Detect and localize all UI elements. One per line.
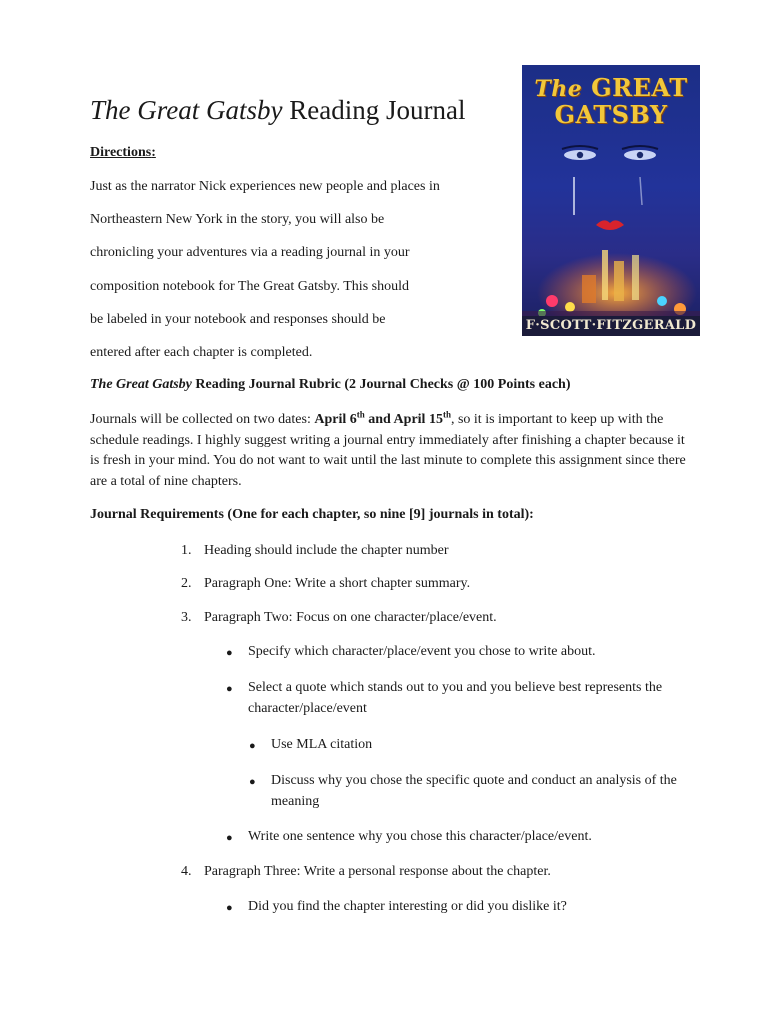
list-item <box>226 642 666 663</box>
directions-line-4: composition notebook for The Great Gatsby. This should <box>90 279 409 294</box>
directions-label: Directions <box>90 145 152 160</box>
directions-line-5: be labeled in your notebook and responses should be <box>90 312 386 327</box>
cover-author: F·SCOTT·FITZGERALD <box>522 316 700 336</box>
bullet-icon: ● <box>249 776 256 788</box>
rubric-book-name: The Great Gatsby <box>90 377 192 392</box>
bullet-text: Select a quote which stands out to you and you believe best represents the character/place/event <box>248 680 663 716</box>
list-item-text: Paragraph Three: Write a personal response about the chapter. <box>204 864 551 879</box>
list-item <box>226 897 666 918</box>
list-number: 3. <box>181 610 192 625</box>
cover-title-gatsby: GATSBY <box>554 100 668 129</box>
cover-title-great: GREAT <box>591 73 688 102</box>
collection-paragraph <box>90 410 690 492</box>
cover-title <box>522 75 700 128</box>
bullet-text: Did you find the chapter interesting or did you dislike it? <box>248 899 567 914</box>
list-item <box>226 827 666 848</box>
rubric-heading <box>90 377 571 393</box>
bullet-text: Write one sentence why you chose this character/place/event. <box>248 829 592 844</box>
list-item <box>249 735 669 756</box>
collection-date-1 <box>314 409 451 427</box>
directions-heading <box>90 145 156 161</box>
date-1-suffix: th <box>356 409 365 420</box>
rubric-heading-rest: Reading Journal Rubric (2 Journal Checks @ 100 Points each) <box>191 377 571 392</box>
date-1-text: April 6 <box>314 412 357 427</box>
list-item <box>249 771 679 812</box>
list-item <box>226 678 676 719</box>
list-item-text: Paragraph One: Write a short chapter summary. <box>204 576 471 591</box>
bullet-icon: ● <box>226 832 233 844</box>
bullet-icon: ● <box>226 647 233 659</box>
title-book-name: The Great Gatsby <box>90 95 283 125</box>
requirements-heading: Journal Requirements (One for each chapter, so nine [9] journals in total): <box>90 507 534 522</box>
bullet-text: Discuss why you chose the specific quote and conduct an analysis of the meaning <box>271 773 677 809</box>
collection-text-start: Journals will be collected on two dates: <box>90 412 315 427</box>
bullet-text: Use MLA citation <box>271 737 373 752</box>
list-number: 4. <box>181 864 192 879</box>
list-number: 1. <box>181 543 192 558</box>
list-number: 2. <box>181 576 192 591</box>
directions-line-2: Northeastern New York in the story, you will also be <box>90 212 385 227</box>
title-suffix: Reading Journal <box>282 95 466 125</box>
date-2-text: and April 15 <box>364 412 443 427</box>
collection-text-end: , so it is important to keep up with the schedule readings. I highly suggest writing a journal entry immediately after finishing a chapter because it is fresh in your mind. You do not want to wait until the last minute to complete this assignment since there are a total of nine chapters. <box>90 412 686 489</box>
bullet-icon: ● <box>226 902 233 914</box>
list-item-text: Paragraph Two: Focus on one character/place/event. <box>204 610 497 625</box>
bullet-icon: ● <box>226 683 233 695</box>
date-2-suffix: th <box>442 409 451 420</box>
bullet-icon: ● <box>249 740 256 752</box>
directions-colon: : <box>151 145 156 160</box>
directions-line-1: Just as the narrator Nick experiences new people and places in <box>90 179 440 194</box>
list-item-text: Heading should include the chapter number <box>204 543 449 558</box>
cover-title-the: The <box>534 76 583 102</box>
directions-line-6: entered after each chapter is completed. <box>90 345 313 360</box>
page-title <box>90 92 465 128</box>
bullet-text: Specify which character/place/event you chose to write about. <box>248 644 596 659</box>
directions-line-3: chronicling your adventures via a reading journal in your <box>90 245 410 260</box>
book-cover-image <box>522 65 700 336</box>
